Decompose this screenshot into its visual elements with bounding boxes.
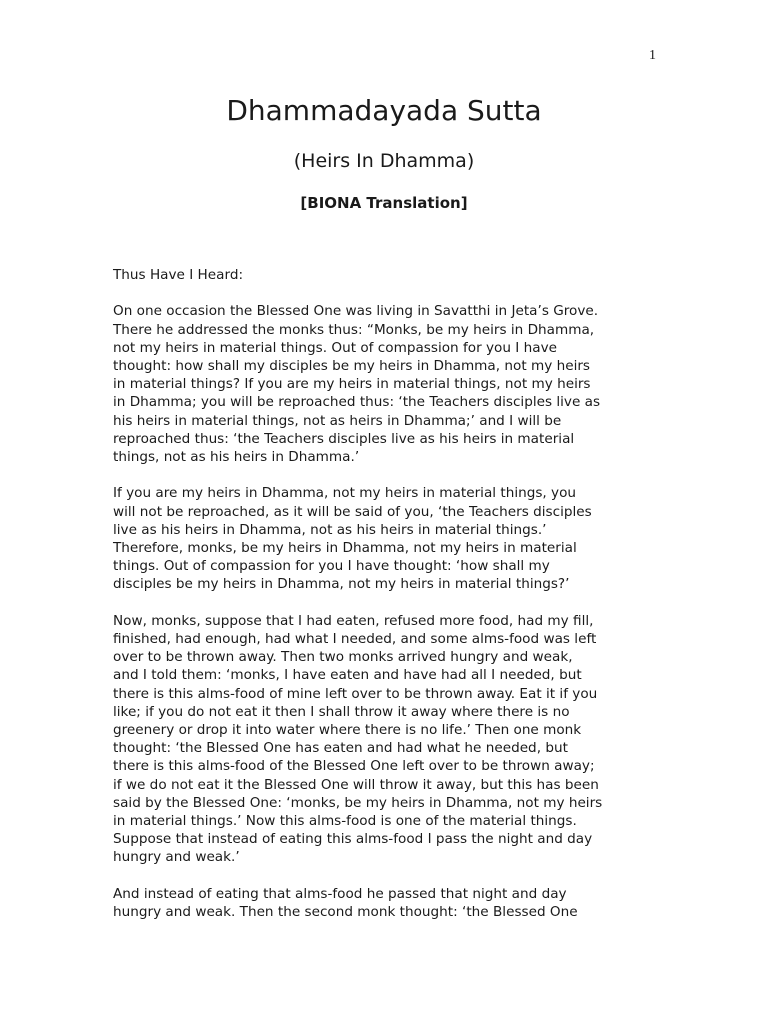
paragraph: On one occasion the Blessed One was living in Savatthi in Jeta’s Grove. There he addressed the monks thus: “Monks, be my heirs in Dhamma, not my heirs in material things. Out of compassion for you I have thought: how shall my disciples be my heirs in Dhamma, not my heirs in material things? If you are my heirs in material things, not my heirs in Dhamma; you will be reproached thus: ‘the Teachers disciples live as his heirs in material things, not as heirs in Dhamma;’ and I will be reproached thus: ‘the Teachers disciples live as his heirs in material things, not as his heirs in Dhamma.’: [113, 303, 601, 466]
paragraph: And instead of eating that alms-food he passed that night and day hungry and weak. Then the second monk thought: ‘the Blessed One: [113, 885, 578, 921]
document-title: Dhammadayada Sutta: [226, 94, 542, 127]
document-body: [113, 266, 673, 939]
translation-credit: [BIONA Translation]: [300, 194, 468, 212]
paragraph-intro: Thus Have I Heard:: [113, 267, 244, 283]
page-number: 1: [649, 48, 656, 63]
paragraph: Now, monks, suppose that I had eaten, refused more food, had my fill, finished, had enough, had what I needed, and some alms-food was left over to be thrown away. Then two monks arrived hungry and weak, and I told them: ‘monks, I have eaten and have had all I needed, but there is this alms-food of mine left over to be thrown away. Eat it if you like; if you do not eat it then I shall throw it away where there is no greenery or drop it into water where there is no life.’ Then one monk thought: ‘the Blessed One has eaten and had what he needed, but there is this alms-food of the Blessed One left over to be thrown away; if we do not eat it the Blessed One will throw it away, but this has been said by the Blessed One: ‘monks, be my heirs in Dhamma, not my heirs in material things.’ Now this alms-food is one of the material things. Suppose that instead of eating this alms-food I pass the night and day hungry and weak.’: [113, 612, 603, 866]
paragraph: If you are my heirs in Dhamma, not my heirs in material things, you will not be reproached, as it will be said of you, ‘the Teachers disciples live as his heirs in Dhamma, not as his heirs in material things.’ Therefore, monks, be my heirs in Dhamma, not my heirs in material things. Out of compassion for you I have thought: ‘how shall my disciples be my heirs in Dhamma, not my heirs in material things?’: [113, 485, 592, 593]
document-subtitle: (Heirs In Dhamma): [293, 150, 475, 172]
